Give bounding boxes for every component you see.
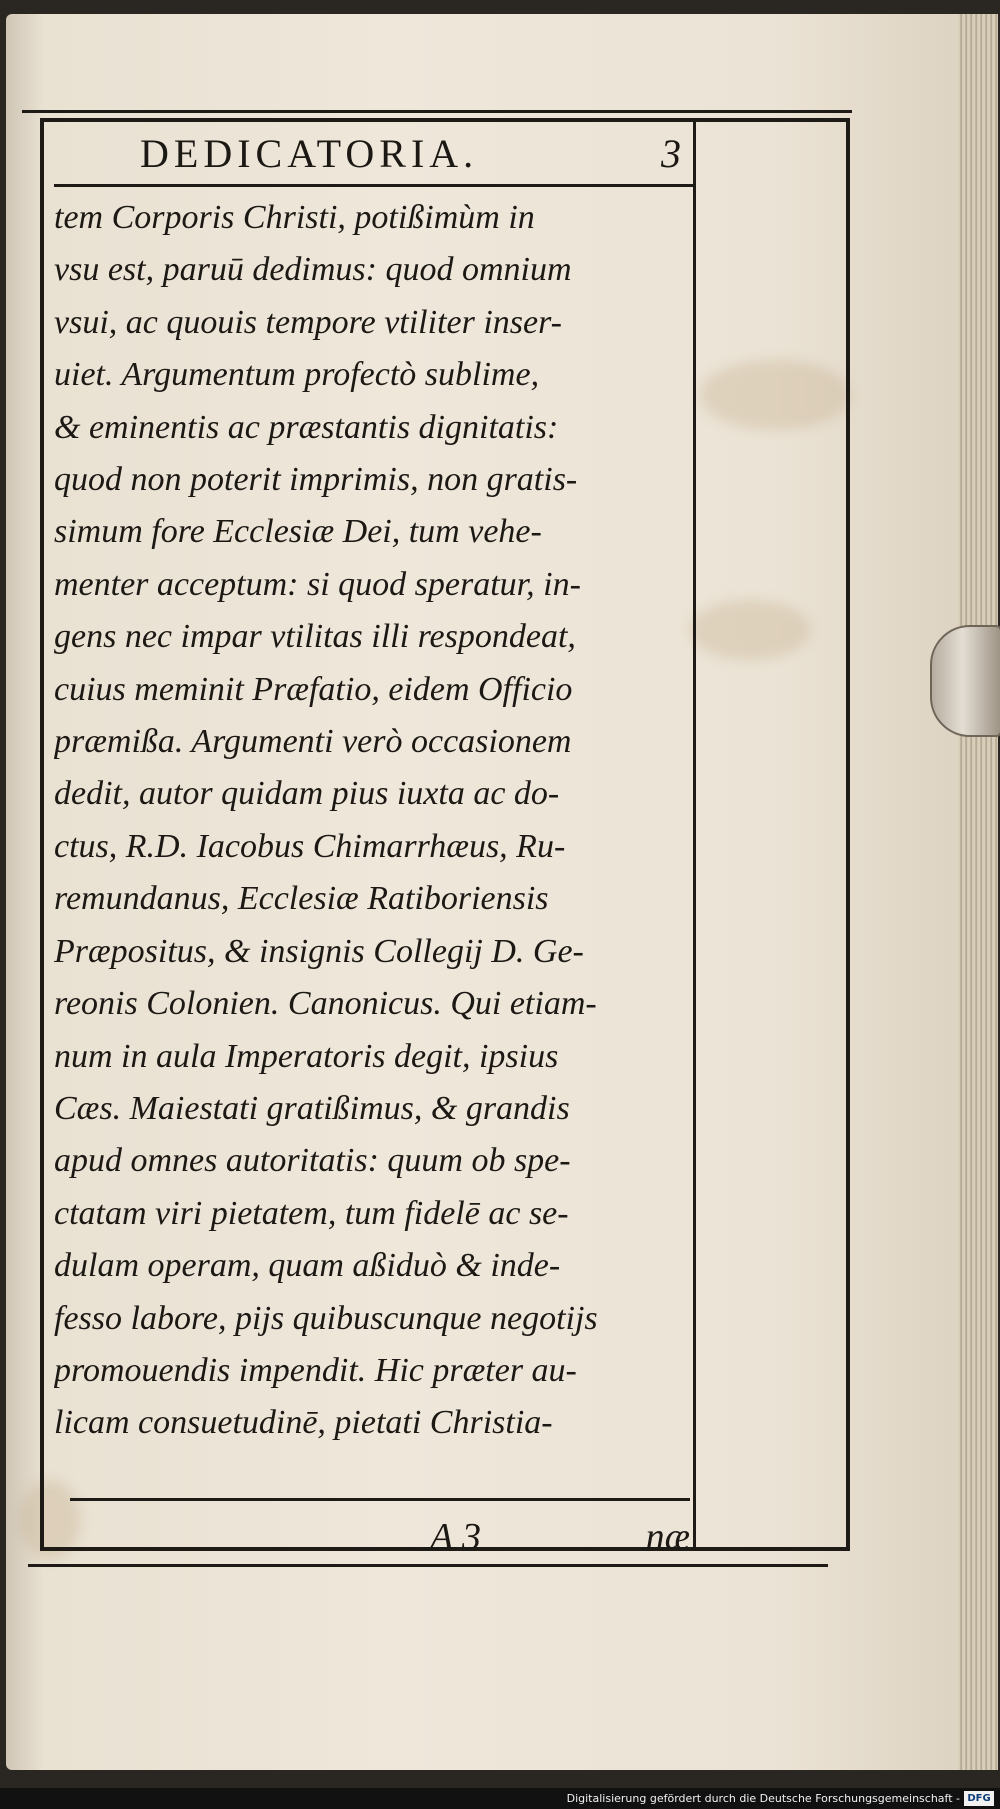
text-line: simum fore Ecclesiæ Dei, tum vehe- bbox=[54, 513, 542, 551]
text-line: vsui, ac quouis tempore vtiliter inser- bbox=[54, 303, 562, 341]
header-rule bbox=[54, 184, 694, 187]
text-line: num in aula Imperatoris degit, ipsius bbox=[54, 1037, 559, 1075]
text-line: tem Corporis Christi, potißimùm in bbox=[54, 199, 535, 236]
text-line: quod non poterit imprimis, non gratis- bbox=[54, 461, 578, 499]
text-line: dulam operam, quam aßiduò & inde- bbox=[54, 1247, 561, 1285]
text-line: remundanus, Ecclesiæ Ratiboriensis bbox=[54, 880, 549, 918]
text-line: reonis Colonien. Canonicus. Qui etiam- bbox=[54, 985, 597, 1023]
text-line: licam consuetudinē, pietati Christia- bbox=[54, 1404, 553, 1442]
page-footer bbox=[430, 1512, 690, 1562]
body-text bbox=[54, 192, 694, 1450]
text-line: fesso labore, pijs quibuscunque negotijs bbox=[54, 1299, 598, 1337]
text-line: cuius meminit Præfatio, eidem Officio bbox=[54, 670, 573, 708]
catchword: næ bbox=[645, 1516, 690, 1558]
book-clasp bbox=[930, 625, 1000, 737]
running-title: DEDICATORIA. bbox=[140, 131, 479, 176]
credit-bar bbox=[0, 1788, 1000, 1809]
text-line: uiet. Argumentum profectò sublime, bbox=[54, 356, 540, 394]
text-line: gens nec impar vtilitas illi respondeat, bbox=[54, 618, 576, 656]
text-line: menter acceptum: si quod speratur, in- bbox=[54, 565, 581, 603]
text-line: & eminentis ac præstantis dignitatis: bbox=[54, 408, 559, 446]
page-number: 3 bbox=[661, 131, 686, 176]
text-line: promouendis impendit. Hic præter au- bbox=[54, 1351, 577, 1389]
funding-credit: Digitalisierung gefördert durch die Deutsche Forschungsgemeinschaft - bbox=[566, 1792, 960, 1805]
text-line: Præpositus, & insignis Collegij D. Ge- bbox=[54, 932, 584, 970]
top-rule bbox=[22, 110, 852, 113]
text-line: præmißa. Argumenti verò occasionem bbox=[54, 723, 572, 761]
text-line: dedit, autor quidam pius iuxta ac do- bbox=[54, 775, 560, 813]
running-header bbox=[140, 126, 700, 182]
text-line: ctatam viri pietatem, tum fidelē ac se- bbox=[54, 1194, 569, 1232]
text-line: ctus, R.D. Iacobus Chimarrhæus, Ru- bbox=[54, 827, 566, 865]
dfg-logo-badge: DFG bbox=[964, 1791, 994, 1806]
signature-mark: A 3 bbox=[430, 1516, 482, 1558]
text-line: apud omnes autoritatis: quum ob spe- bbox=[54, 1142, 571, 1180]
footer-rule bbox=[70, 1498, 690, 1501]
text-line: Cæs. Maiestati gratißimus, & grandis bbox=[54, 1089, 570, 1127]
text-line: vsu est, paruū dedimus: quod omnium bbox=[54, 251, 572, 289]
page-edges bbox=[958, 14, 998, 1770]
bottom-rule bbox=[28, 1564, 828, 1567]
